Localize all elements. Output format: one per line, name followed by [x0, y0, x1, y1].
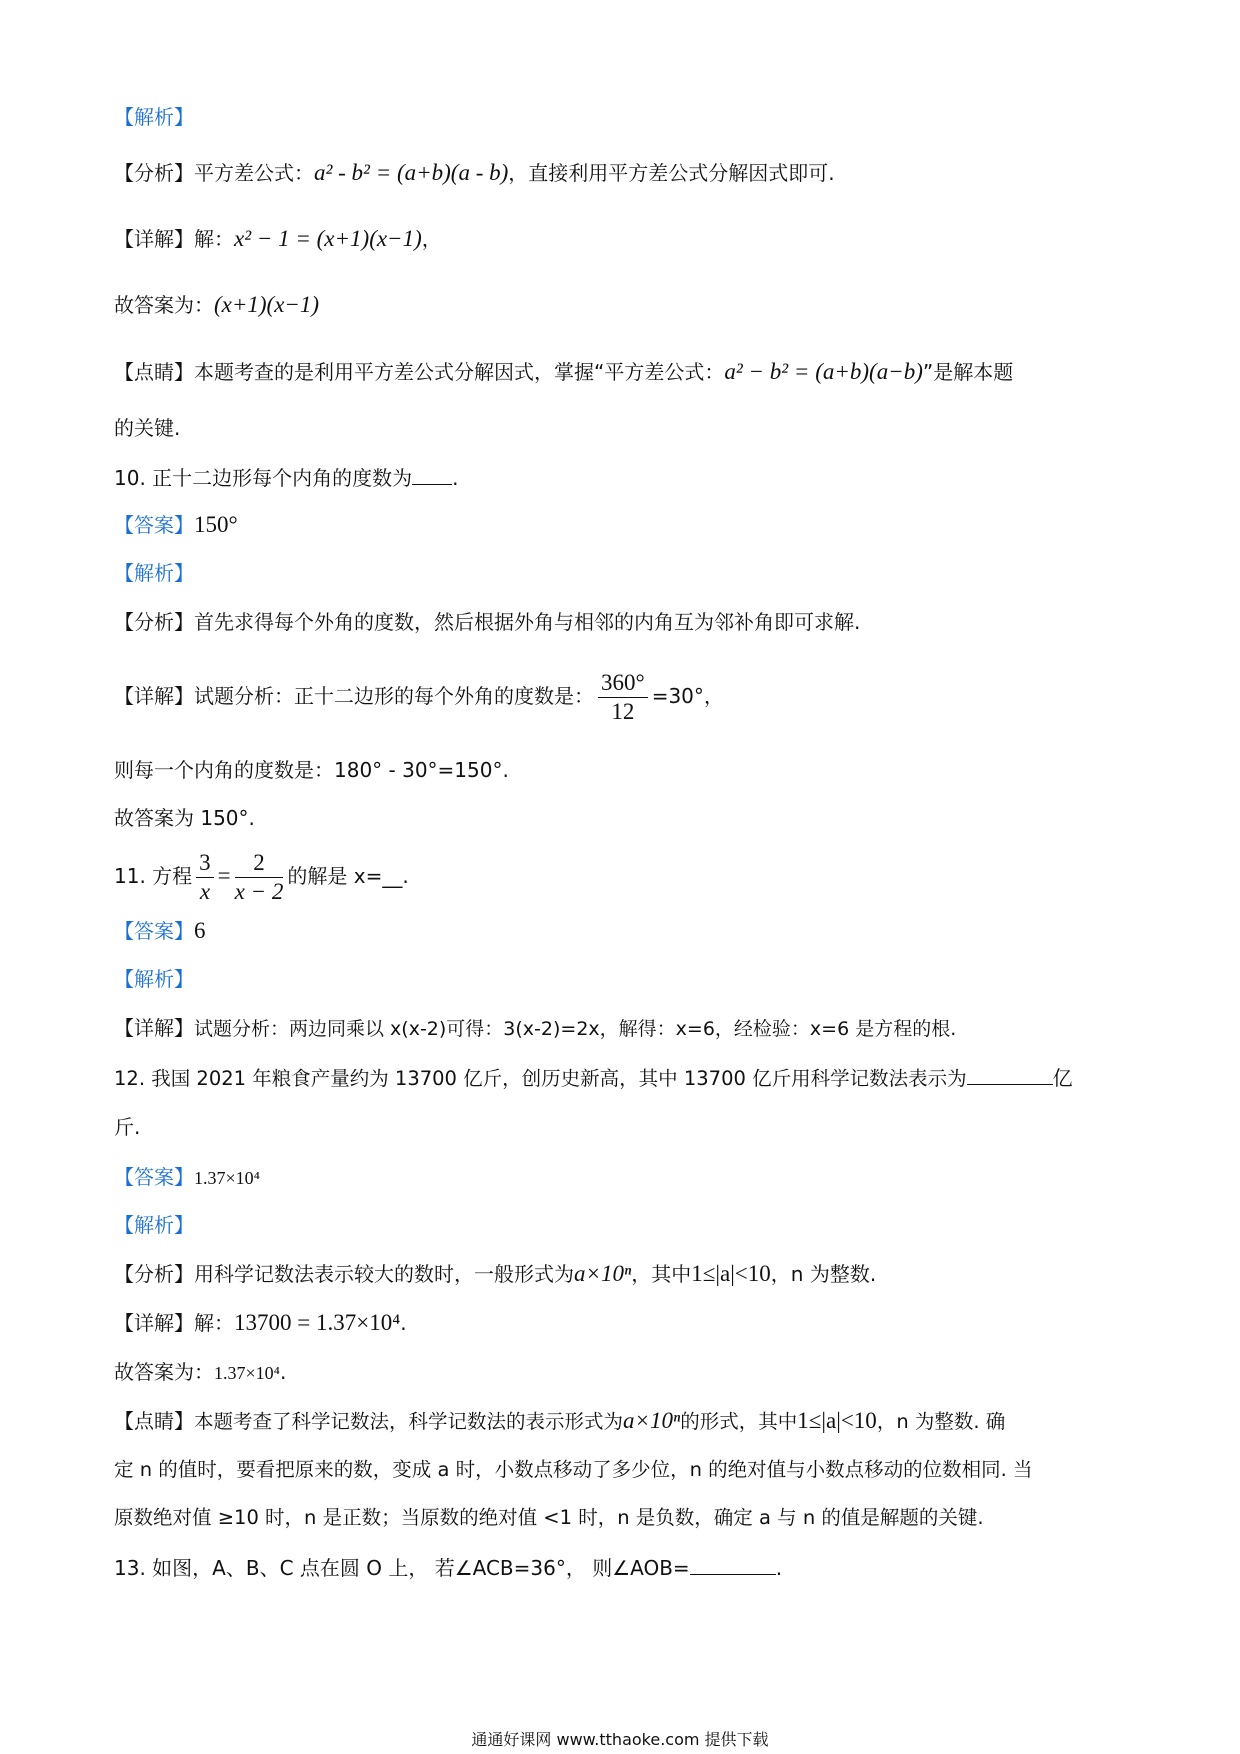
- q10-xiangjie-post: =30°，: [651, 684, 724, 708]
- q9-dianjing-line2: 的关键.: [114, 416, 181, 440]
- q12-xiangjie-line: [114, 1308, 407, 1338]
- q12-dianjing-l1-range: 1≤|a|<10: [797, 1408, 877, 1433]
- q11-stem-post: 的解是 x=__.: [287, 864, 409, 888]
- q9-fenxi-pre: 平方差公式：: [194, 161, 314, 185]
- q12-dianjing-line2: 定 n 的值时，要看把原来的数，变成 a 时，小数点移动了多少位，n 的绝对值与小数点移动的位数相同. 当: [114, 1458, 1033, 1481]
- fraction-2-x-2: [235, 849, 284, 906]
- q9-dianjing-formula: a² − b² = (a+b)(a−b): [724, 359, 923, 384]
- q10-line2: 则每一个内角的度数是：180° - 30°=150°.: [114, 758, 509, 782]
- q12-xiangjie-post: .: [400, 1311, 407, 1335]
- q9-answer-pre: 故答案为：: [114, 293, 214, 317]
- xiangjie-tag: 【详解】: [114, 227, 194, 251]
- q9-dianjing-post: ”是解本题: [922, 360, 1014, 384]
- answer-blank: [967, 1062, 1053, 1085]
- q12-fenxi-line: [114, 1259, 876, 1289]
- fraction-denominator: x: [199, 879, 211, 904]
- q11-xiangjie: 试题分析：两边同乘以 x(x-2)可得：3(x-2)=2x，解得：x=6，经检验：x=6 是方程的根.: [194, 1018, 957, 1040]
- q10-fenxi-line: [114, 607, 860, 637]
- q13-stem: [114, 1552, 782, 1583]
- q10-xiangjie-pre: 试题分析：正十二边形的每个外角的度数是：: [194, 684, 594, 708]
- q12-stem-line2: 斤.: [114, 1115, 141, 1139]
- q11-xiangjie-line: [114, 1013, 956, 1044]
- q12-fenxi-post: ，n 为整数.: [770, 1262, 877, 1286]
- fenxi-tag: 【分析】: [114, 1262, 194, 1286]
- fraction-denominator: 12: [611, 699, 635, 724]
- q9-answer-formula: (x+1)(x−1): [214, 292, 320, 317]
- q10-line3: 故答案为 150°.: [114, 806, 255, 830]
- jiexi-tag: 【解析】: [114, 105, 194, 129]
- fraction-denominator: x − 2: [234, 879, 284, 904]
- q12-jiexi-heading: [114, 1210, 194, 1240]
- q12-answer-line: [114, 1162, 260, 1193]
- q12-stem-text: 12. 我国 2021 年粮食产量约为 13700 亿斤，创历史新高，其中 13700 亿斤用科学记数法表示为: [114, 1067, 967, 1090]
- xiangjie-tag: 【详解】: [114, 1311, 194, 1335]
- q10-stem: [114, 462, 459, 493]
- xiangjie-tag: 【详解】: [114, 1016, 194, 1040]
- q12-fenxi-pre: 用科学记数法表示较大的数时，一般形式为: [194, 1262, 574, 1286]
- q13-stem-text: 13. 如图，A、B、C 点在圆 O 上， 若∠ACB=36°， 则∠AOB=: [114, 1556, 690, 1580]
- q12-dianjing-l1-pre: 本题考查了科学记数法，科学记数法的表示形式为: [194, 1410, 624, 1433]
- q9-fenxi-line: [114, 158, 835, 188]
- q9-fenxi-post: ，直接利用平方差公式分解因式即可.: [508, 161, 835, 185]
- q12-dianjing-l1-post: ，n 为整数. 确: [876, 1410, 1006, 1433]
- fenxi-tag: 【分析】: [114, 161, 194, 185]
- q12-dianjing-l1-mid: 的形式，其中: [680, 1410, 798, 1433]
- answer-blank: [412, 462, 452, 485]
- jiexi-tag: 【解析】: [114, 967, 194, 991]
- q11-stem: [114, 846, 409, 906]
- jiexi-tag: 【解析】: [114, 1213, 194, 1237]
- fenxi-tag: 【分析】: [114, 610, 194, 634]
- q12-fenxi-range: 1≤|a|<10: [691, 1261, 771, 1286]
- q12-dianjing-line1: [114, 1406, 1005, 1437]
- q10-stem-end: .: [452, 466, 459, 490]
- q11-answer: 6: [194, 918, 206, 943]
- q9-jiexi-heading: [114, 102, 194, 132]
- q12-xiangjie-pre: 解：: [194, 1311, 234, 1335]
- q9-xiangjie-formula: x² − 1 = (x+1)(x−1): [234, 226, 422, 251]
- page-footer: 通通好课网 www.tthaoke.com 提供下载: [471, 1730, 769, 1749]
- q9-xiangjie-line: [114, 224, 442, 254]
- q9-fenxi-formula: a² - b² = (a+b)(a - b): [314, 160, 509, 185]
- jiexi-tag: 【解析】: [114, 561, 194, 585]
- q9-dianjing-pre: 本题考查的是利用平方差公式分解因式，掌握“平方差公式：: [194, 360, 725, 384]
- fraction-numerator: 2: [235, 849, 284, 878]
- q10-stem-text: 10. 正十二边形每个内角的度数为: [114, 466, 413, 490]
- q10-xiangjie-line: [114, 666, 724, 726]
- q11-answer-line: [114, 916, 206, 946]
- q9-xiangjie-post: ，: [421, 227, 442, 251]
- q10-answer: 150°: [194, 512, 238, 537]
- q10-fenxi: 首先求得每个外角的度数，然后根据外角与相邻的内角互为邻补角即可求解.: [194, 610, 861, 634]
- fraction-3-x: [196, 849, 214, 906]
- daan-tag: 【答案】: [114, 1165, 194, 1189]
- q10-answer-line: [114, 510, 238, 540]
- xiangjie-tag: 【详解】: [114, 684, 194, 708]
- answer-blank: [690, 1552, 776, 1575]
- q12-answer: 1.37×10⁴: [194, 1168, 260, 1188]
- equals-sign: =: [217, 863, 231, 888]
- q12-fenxi-mid: ，其中: [631, 1262, 692, 1286]
- q12-answer-line-post: .: [279, 1360, 287, 1384]
- q11-jiexi-heading: [114, 964, 194, 994]
- q9-dianjing-line: [114, 357, 1013, 387]
- q12-stem-end: 亿: [1052, 1066, 1073, 1090]
- fraction-360-12: [598, 669, 648, 726]
- fraction-numerator: 3: [196, 849, 214, 878]
- q9-xiangjie-pre: 解：: [194, 227, 234, 251]
- daan-tag: 【答案】: [114, 513, 194, 537]
- q12-stem: [114, 1062, 1073, 1094]
- q11-stem-pre: 11. 方程: [114, 864, 193, 888]
- q12-answer-text-line: [114, 1357, 286, 1388]
- dianjing-tag: 【点睛】: [114, 1409, 194, 1433]
- q9-answer-line: [114, 290, 319, 320]
- fraction-numerator: 360°: [598, 669, 648, 698]
- q12-xiangjie-formula: 13700 = 1.37×10⁴: [234, 1310, 401, 1335]
- q12-answer-line-pre: 故答案为：: [114, 1360, 214, 1384]
- q10-jiexi-heading: [114, 558, 194, 588]
- q13-stem-end: .: [775, 1556, 783, 1580]
- dianjing-tag: 【点睛】: [114, 360, 194, 384]
- q12-fenxi-formula: a×10ⁿ: [574, 1261, 632, 1286]
- daan-tag: 【答案】: [114, 919, 194, 943]
- q12-answer-line-formula: 1.37×10⁴: [214, 1363, 280, 1383]
- q12-dianjing-line3: 原数绝对值 ≥10 时，n 是正数；当原数的绝对值 <1 时，n 是负数，确定 a 与 n 的值是解题的关键.: [114, 1506, 984, 1529]
- q12-dianjing-l1-formula: a×10ⁿ: [623, 1408, 681, 1433]
